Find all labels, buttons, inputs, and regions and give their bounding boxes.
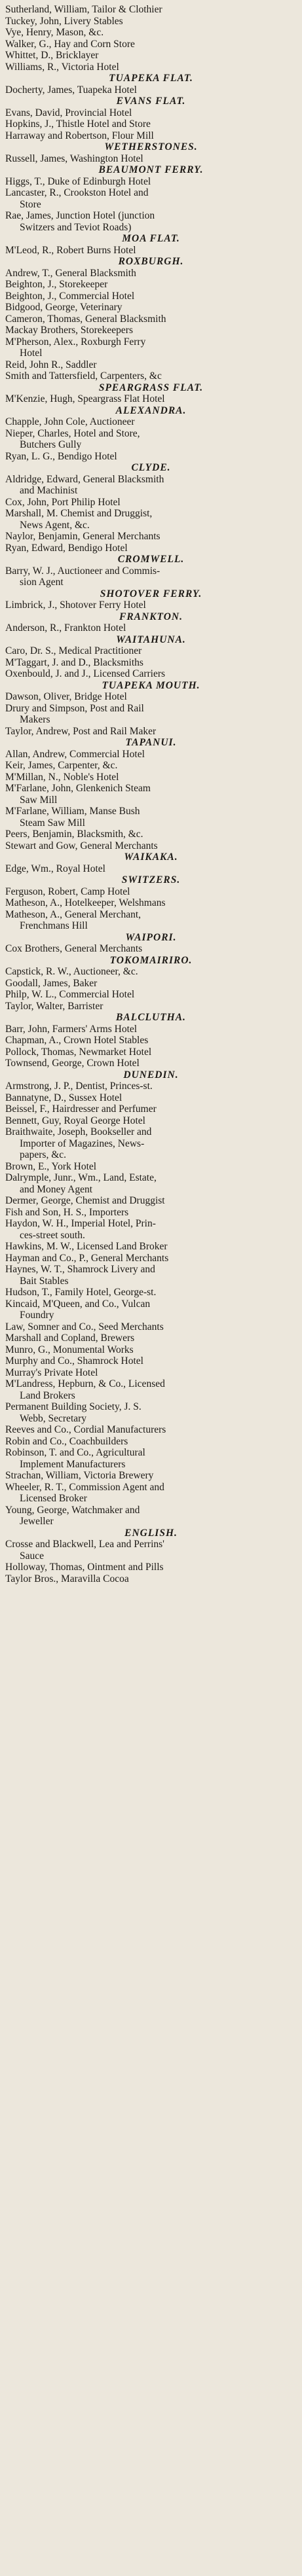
section-heading: ENGLISH.: [124, 1527, 178, 1539]
directory-entry: Allan, Andrew, Commercial Hotel: [5, 748, 145, 760]
directory-entry: Pollock, Thomas, Newmarket Hotel: [5, 1046, 152, 1058]
section-heading: TAPANUI.: [125, 737, 177, 748]
directory-entry: Townsend, George, Crown Hotel: [5, 1058, 140, 1069]
section-heading: CROMWELL.: [117, 554, 185, 565]
section-heading: EVANS FLAT.: [116, 96, 186, 107]
entry-continuation: Sauce: [20, 1550, 45, 1562]
directory-entry: Wheeler, R. T., Commission Agent and: [5, 1481, 164, 1493]
entry-continuation: Makers: [20, 714, 50, 725]
directory-entry: Tuckey, John, Livery Stables: [5, 15, 123, 27]
section-heading: TUAPEKA MOUTH.: [102, 679, 200, 691]
directory-entry: Taylor, Andrew, Post and Rail Maker: [5, 725, 157, 737]
directory-entry: Haynes, W. T., Shamrock Livery and: [5, 1264, 155, 1275]
directory-entry: Braithwaite, Joseph, Bookseller and: [5, 1126, 152, 1137]
directory-entry: Anderson, R., Frankton Hotel: [5, 622, 126, 634]
entry-continuation: Store: [20, 198, 41, 210]
directory-entry: Smith and Tattersfield, Carpenters, &c: [5, 370, 162, 382]
entry-continuation: Importer of Magazines, News-: [20, 1137, 145, 1149]
entry-continuation: and Machinist: [20, 485, 78, 496]
directory-entry: Higgs, T., Duke of Edinburgh Hotel: [5, 175, 151, 187]
directory-entry: Armstrong, J. P., Dentist, Princes-st.: [5, 1081, 153, 1092]
directory-entry: Young, George, Watchmaker and: [5, 1504, 140, 1516]
entry-continuation: Implement Manufacturers: [20, 1458, 126, 1470]
directory-entry: Rae, James, Junction Hotel (junction: [5, 210, 155, 221]
directory-entry: M'Millan, N., Noble's Hotel: [5, 771, 119, 783]
entry-continuation: Bait Stables: [20, 1275, 69, 1287]
entry-continuation: News Agent, &c.: [20, 519, 90, 531]
directory-entry: Whittet, D., Bricklayer: [5, 50, 99, 61]
directory-entry: Hopkins, J., Thistle Hotel and Store: [5, 118, 151, 130]
directory-entry: Dalrymple, Junr., Wm., Land, Estate,: [5, 1172, 157, 1183]
directory-entry: Beighton, J., Storekeeper: [5, 279, 108, 290]
section-heading: WAITAHUNA.: [116, 634, 186, 645]
directory-entry: Beighton, J., Commercial Hotel: [5, 290, 135, 302]
directory-entry: Robinson, T. and Co., Agricultural: [5, 1447, 145, 1458]
section-heading: SHOTOVER FERRY.: [100, 588, 202, 599]
directory-entry: Ryan, L. G., Bendigo Hotel: [5, 450, 117, 462]
directory-entry: Sutherland, William, Tailor & Clothier: [5, 4, 162, 15]
section-heading: DUNEDIN.: [123, 1069, 179, 1081]
entry-continuation: Licensed Broker: [20, 1493, 87, 1504]
directory-entry: Marshall and Copland, Brewers: [5, 1333, 135, 1344]
section-heading: MOA FLAT.: [122, 233, 180, 244]
directory-entry: Cameron, Thomas, General Blacksmith: [5, 313, 166, 325]
directory-entry: Andrew, T., General Blacksmith: [5, 267, 136, 279]
directory-entry: Permanent Building Society, J. S.: [5, 1401, 142, 1412]
entry-continuation: Jeweller: [20, 1516, 54, 1527]
directory-entry: Mackay Brothers, Storekeepers: [5, 325, 133, 336]
directory-entry: Cox, John, Port Philip Hotel: [5, 496, 121, 508]
directory-entry: Matheson, A., Hotelkeeper, Welshmans: [5, 897, 166, 908]
entry-continuation: Hotel: [20, 348, 43, 359]
directory-entry: Hayman and Co., P., General Merchants: [5, 1252, 169, 1264]
directory-entry: Holloway, Thomas, Ointment and Pills: [5, 1562, 164, 1573]
entry-continuation: Foundry: [20, 1310, 54, 1321]
section-heading: BALCLUTHA.: [116, 1012, 186, 1023]
directory-entry: Marshall, M. Chemist and Druggist,: [5, 508, 153, 519]
section-heading: WETHERSTONES.: [104, 141, 198, 152]
section-heading: ROXBURGH.: [118, 256, 184, 267]
directory-entry: Capstick, R. W., Auctioneer, &c.: [5, 966, 138, 977]
directory-entry: Reeves and Co., Cordial Manufacturers: [5, 1424, 166, 1435]
section-heading: FRANKTON.: [119, 611, 183, 622]
directory-entry: Edge, Wm., Royal Hotel: [5, 863, 105, 874]
directory-entry: Lancaster, R., Crookston Hotel and: [5, 187, 149, 198]
directory-entry: Naylor, Benjamin, General Merchants: [5, 531, 160, 542]
directory-entry: Robin and Co., Coachbuilders: [5, 1435, 128, 1447]
directory-entry: Brown, E., York Hotel: [5, 1160, 97, 1172]
directory-entry: Strachan, William, Victoria Brewery: [5, 1470, 154, 1481]
directory-entry: Stewart and Gow, General Merchants: [5, 840, 158, 851]
directory-entry: Murray's Private Hotel: [5, 1367, 98, 1378]
directory-entry: Barr, John, Farmers' Arms Hotel: [5, 1023, 138, 1035]
directory-entry: Russell, James, Washington Hotel: [5, 152, 143, 164]
directory-entry: Taylor, Walter, Barrister: [5, 1000, 104, 1012]
directory-entry: M'Kenzie, Hugh, Speargrass Flat Hotel: [5, 393, 165, 404]
directory-entry: Oxenbould, J. and J., Licensed Carriers: [5, 668, 166, 679]
section-heading: TOKOMAIRIRO.: [109, 954, 193, 966]
entry-continuation: Webb, Secretary: [20, 1412, 87, 1424]
directory-entry: Cox Brothers, General Merchants: [5, 943, 143, 954]
directory-entry: Hudson, T., Family Hotel, George-st.: [5, 1287, 157, 1298]
directory-entry: Kincaid, M'Queen, and Co., Vulcan: [5, 1298, 151, 1310]
directory-entry: Ferguson, Robert, Camp Hotel: [5, 885, 130, 897]
directory-entry: Keir, James, Carpenter, &c.: [5, 760, 118, 771]
directory-entry: Crosse and Blackwell, Lea and Perrins': [5, 1539, 164, 1550]
entry-continuation: sion Agent: [20, 577, 64, 588]
directory-entry: M'Farlane, William, Manse Bush: [5, 806, 140, 817]
directory-entry: M'Farlane, John, Glenkenich Steam: [5, 783, 151, 794]
section-heading: CLYDE.: [131, 462, 171, 473]
section-heading: TUAPEKA FLAT.: [109, 73, 193, 84]
directory-entry: Hawkins, M. W., Licensed Land Broker: [5, 1241, 168, 1252]
entry-continuation: Saw Mill: [20, 794, 58, 806]
directory-entry: Beissel, F., Hairdresser and Perfumer: [5, 1103, 157, 1115]
section-heading: WAIKAKA.: [124, 851, 178, 863]
entry-continuation: Butchers Gully: [20, 439, 82, 450]
directory-entry: Chapman, A., Crown Hotel Stables: [5, 1035, 149, 1046]
entry-continuation: and Money Agent: [20, 1183, 93, 1195]
entry-continuation: Land Brokers: [20, 1389, 75, 1401]
directory-entry: Goodall, James, Baker: [5, 977, 98, 989]
directory-entry: Dawson, Oliver, Bridge Hotel: [5, 691, 127, 702]
directory-entry: Haydon, W. H., Imperial Hotel, Prin-: [5, 1218, 156, 1229]
directory-entry: M'Landress, Hepburn, & Co., Licensed: [5, 1378, 165, 1389]
section-heading: BEAUMONT FERRY.: [98, 164, 204, 175]
entry-continuation: papers, &c.: [20, 1149, 67, 1160]
directory-entry: Harraway and Robertson, Flour Mill: [5, 130, 154, 141]
directory-entry: Munro, G., Monumental Works: [5, 1344, 134, 1355]
directory-entry: Evans, David, Provincial Hotel: [5, 107, 132, 118]
directory-entry: Ryan, Edward, Bendigo Hotel: [5, 542, 128, 554]
section-heading: SWITZERS.: [121, 874, 181, 885]
directory-listing: [5, 4, 297, 1584]
section-heading: ALEXANDRA.: [115, 404, 187, 416]
directory-entry: Chapple, John Cole, Auctioneer: [5, 416, 135, 427]
directory-entry: Docherty, James, Tuapeka Hotel: [5, 84, 137, 96]
directory-entry: M'Pherson, Alex., Roxburgh Ferry: [5, 336, 146, 348]
directory-entry: Bannatyne, D., Sussex Hotel: [5, 1092, 123, 1103]
directory-entry: Taylor Bros., Maravilla Cocoa: [5, 1573, 129, 1584]
directory-entry: Williams, R., Victoria Hotel: [5, 61, 119, 73]
directory-entry: Nieper, Charles, Hotel and Store,: [5, 427, 140, 439]
directory-entry: Bennett, Guy, Royal George Hotel: [5, 1115, 145, 1126]
directory-entry: Peers, Benjamin, Blacksmith, &c.: [5, 829, 143, 840]
directory-entry: Drury and Simpson, Post and Rail: [5, 702, 144, 714]
directory-entry: Law, Somner and Co., Seed Merchants: [5, 1321, 164, 1333]
directory-entry: M'Leod, R., Robert Burns Hotel: [5, 244, 136, 256]
directory-entry: Fish and Son, H. S., Importers: [5, 1206, 129, 1218]
directory-entry: Bidgood, George, Veterinary: [5, 302, 123, 313]
entry-continuation: Switzers and Teviot Roads): [20, 221, 132, 233]
directory-entry: M'Taggart, J. and D., Blacksmiths: [5, 656, 143, 668]
directory-entry: Murphy and Co., Shamrock Hotel: [5, 1355, 143, 1367]
directory-entry: Reid, John R., Saddler: [5, 359, 97, 370]
section-heading: WAIPORI.: [125, 931, 177, 943]
entry-continuation: ces-street south.: [20, 1229, 85, 1241]
directory-entry: Limbrick, J., Shotover Ferry Hotel: [5, 599, 146, 611]
entry-continuation: Frenchmans Hill: [20, 920, 88, 931]
directory-entry: Matheson, A., General Merchant,: [5, 908, 142, 920]
directory-entry: Caro, Dr. S., Medical Practitioner: [5, 645, 142, 656]
entry-continuation: Steam Saw Mill: [20, 817, 85, 829]
directory-entry: Barry, W. J., Auctioneer and Commis-: [5, 565, 160, 577]
directory-entry: Walker, G., Hay and Corn Store: [5, 38, 135, 50]
directory-entry: Philp, W. L., Commercial Hotel: [5, 989, 135, 1000]
directory-entry: Dermer, George, Chemist and Druggist: [5, 1195, 165, 1206]
section-heading: SPEARGRASS FLAT.: [98, 382, 204, 393]
directory-entry: Aldridge, Edward, General Blacksmith: [5, 473, 164, 485]
directory-entry: Vye, Henry, Mason, &c.: [5, 27, 104, 38]
